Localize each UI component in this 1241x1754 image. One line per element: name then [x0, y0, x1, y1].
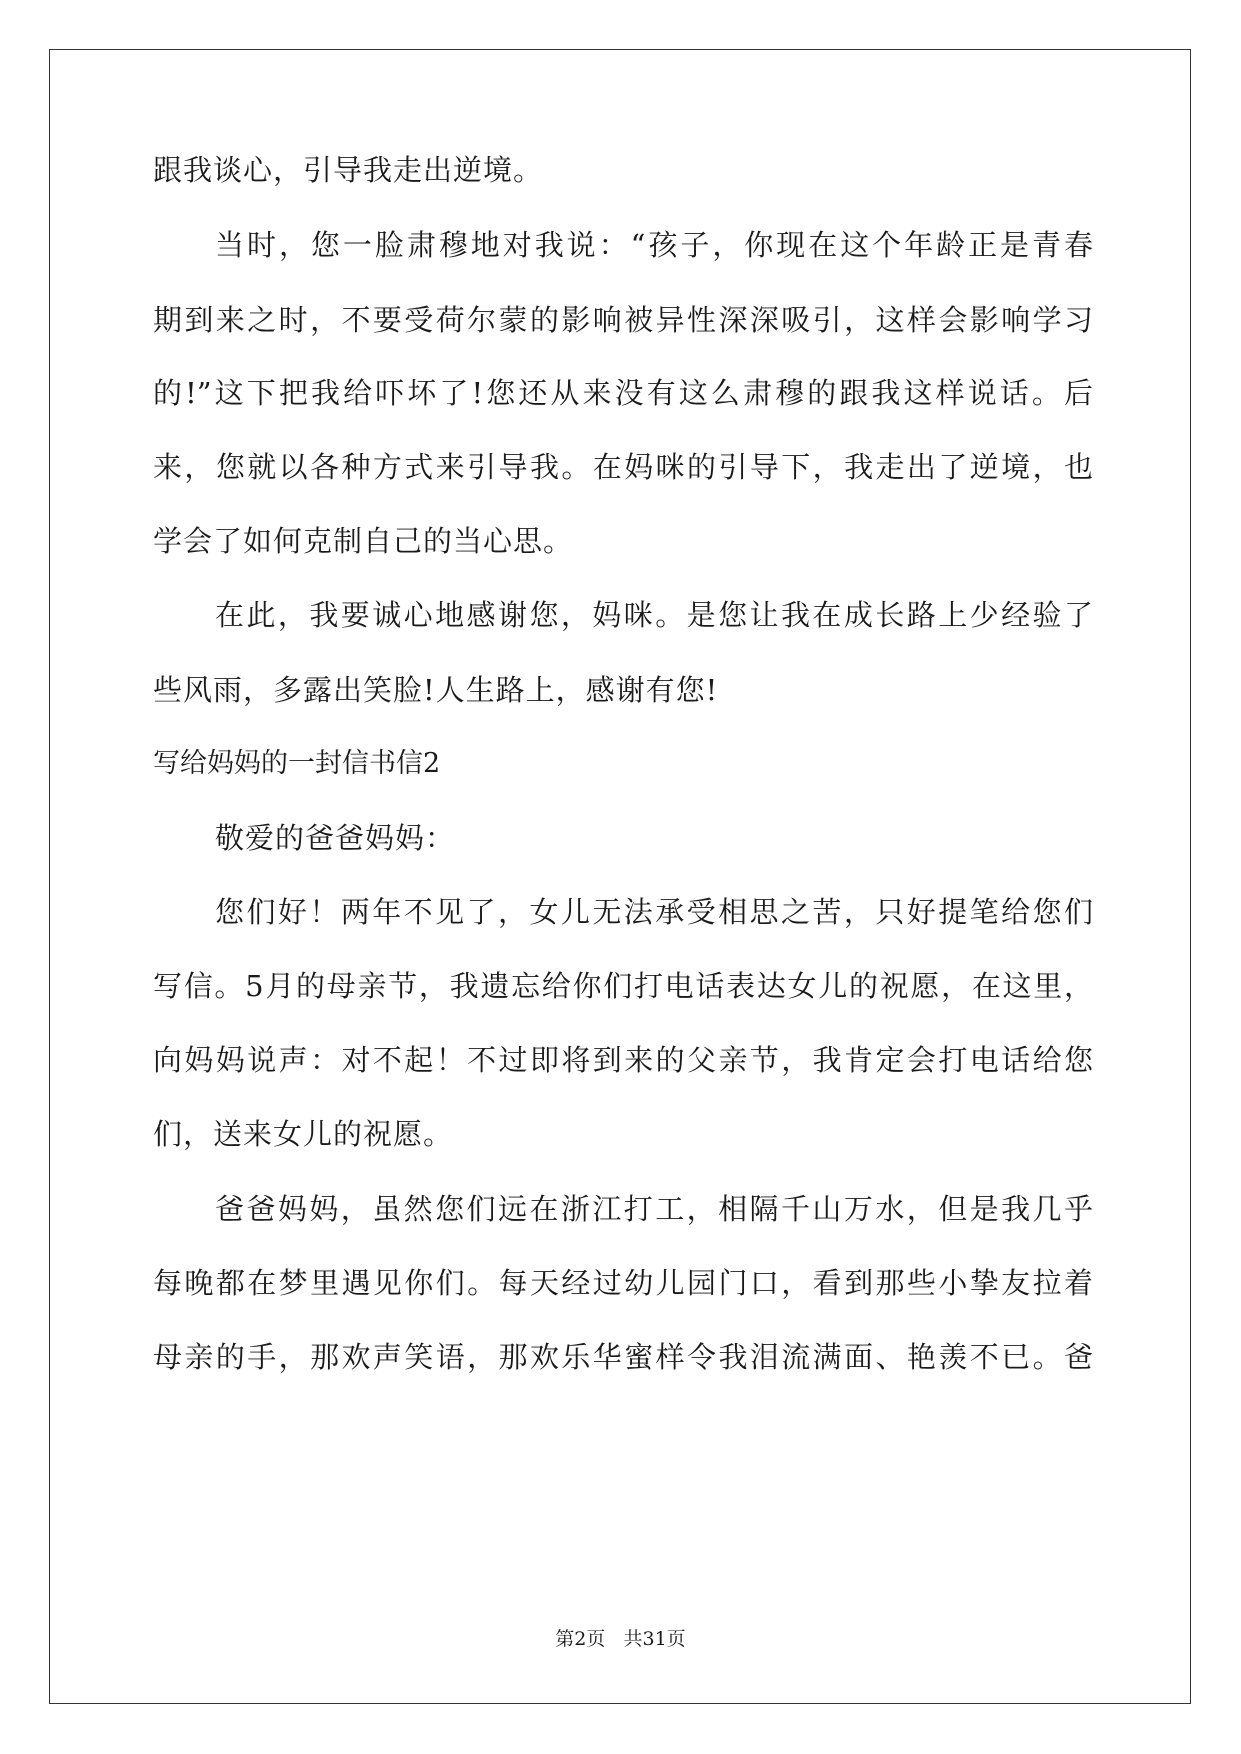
page-border [49, 49, 1191, 1704]
text-line: 们，送来女儿的祝愿。 [153, 1117, 454, 1151]
text-line: 些风雨，多露出笑脸!人生路上，感谢有您! [153, 673, 719, 707]
text-line: 您们好！两年不见了，女儿无法承受相思之苦，只好提笔给您们 [215, 895, 1093, 929]
text-line: 当时，您一脸肃穆地对我说：“孩子，你现在这个年龄正是青春 [215, 228, 1093, 262]
page-number-footer: 第2页 共31页 [555, 1628, 686, 1650]
text-line: 爸爸妈妈，虽然您们远在浙江打工，相隔千山万水，但是我几乎 [215, 1192, 1093, 1226]
text-line: 来，您就以各种方式来引导我。在妈咪的引导下，我走出了逆境，也 [153, 450, 1093, 484]
text-line: 跟我谈心，引导我走出逆境。 [153, 153, 544, 187]
section-heading: 写给妈妈的一封信书信2 [153, 748, 441, 779]
text-line: 每晚都在梦里遇见你们。每天经过幼儿园门口，看到那些小挚友拉着 [153, 1266, 1093, 1300]
text-line: 在此，我要诚心地感谢您，妈咪。是您让我在成长路上少经验了 [215, 598, 1093, 632]
text-line: 的!”这下把我给吓坏了!您还从来没有这么肃穆的跟我这样说话。后 [153, 376, 1093, 410]
text-line: 期到来之时，不要受荷尔蒙的影响被异性深深吸引，这样会影响学习 [153, 303, 1093, 337]
salutation: 敬爱的爸爸妈妈： [215, 821, 456, 855]
text-line: 母亲的手，那欢声笑语，那欢乐华蜜样令我泪流满面、艳羡不已。爸 [153, 1340, 1093, 1374]
text-line: 学会了如何克制自己的当心思。 [153, 524, 574, 558]
text-line: 向妈妈说声：对不起！不过即将到来的父亲节，我肯定会打电话给您 [153, 1043, 1093, 1077]
text-line: 写信。5月的母亲节，我遗忘给你们打电话表达女儿的祝愿，在这里， [153, 969, 1093, 1003]
